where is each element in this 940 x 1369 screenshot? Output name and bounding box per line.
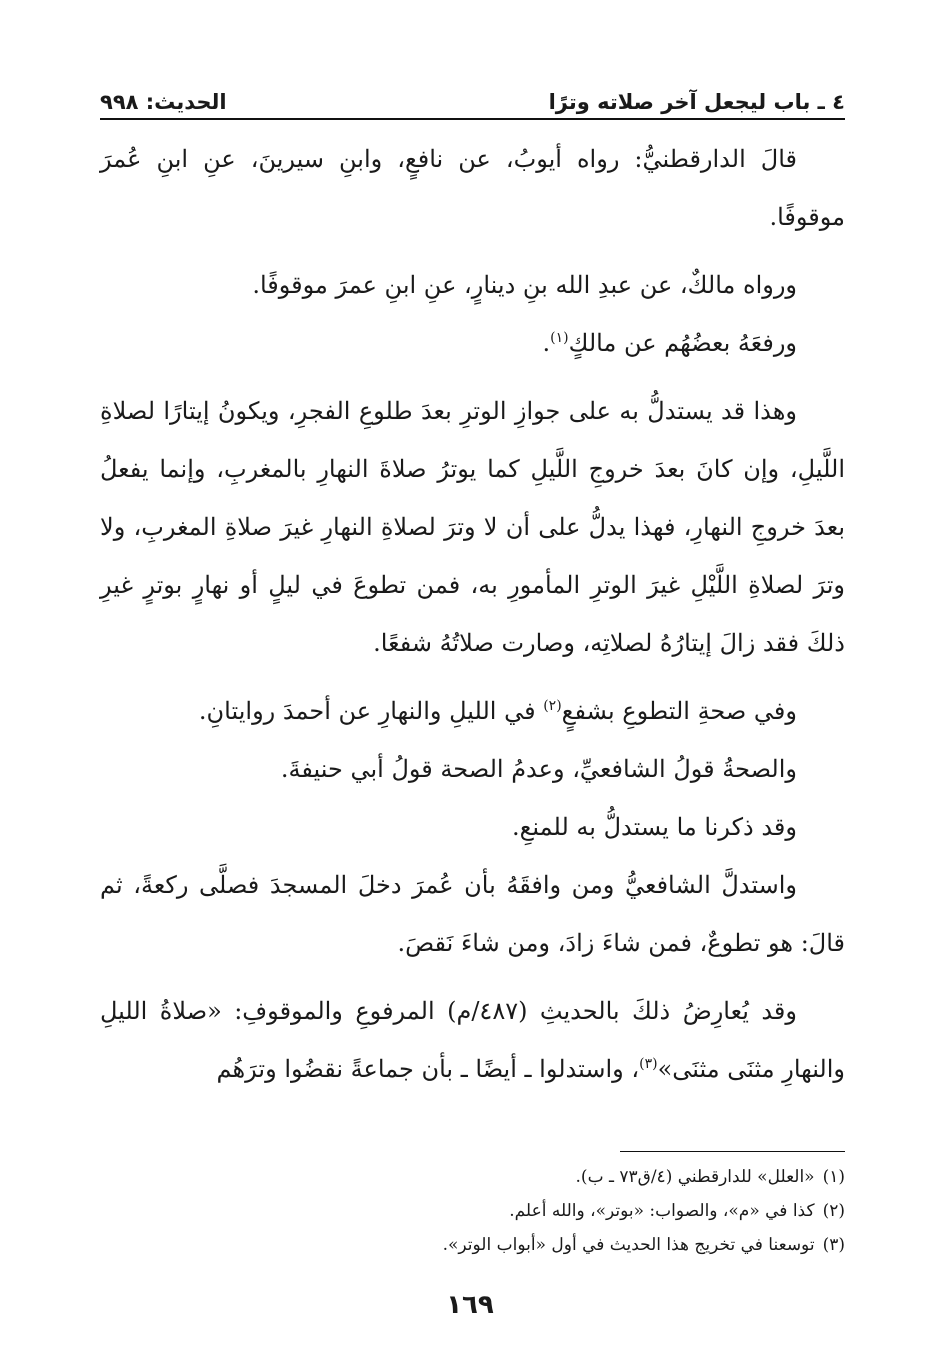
main-text — [100, 130, 845, 1098]
paragraph-text: وهذا قد يستدلُّ به على جوازِ الوترِ بعدَ طلوعِ الفجرِ، ويكونُ إيتارًا لصلاةِ اللَّيلِ، وإن كانَ بعدَ خروجِ اللَّيلِ كما يوترُ صلاةَ النهارِ بالمغربِ، وإنما يفعلُ بعدَ خروجِ النهارِ، فهذا يدلُّ على أن لا وترَ لصلاةِ النهارِ غيرَ صلاةِ المغربِ، ولا وترَ لصلاةِ اللَّيْلِ غيرَ الوترِ المأمورِ به، فمن تطوعَ في ليلٍ أو نهارٍ بوترٍ غيرِ ذلكَ فقد زالَ إيتارُهُ لصلاتِه، وصارت صلاتُهُ شفعًا. — [100, 397, 845, 657]
footnote-ref-2[interactable]: (٢) — [543, 698, 562, 714]
paragraph-4 — [100, 382, 845, 672]
hadith-number: الحديث: ٩٩٨ — [100, 90, 227, 114]
paragraph-2 — [100, 256, 845, 314]
page-number: ١٦٩ — [446, 1290, 494, 1320]
paragraph-text-tail: ، واستدلوا ـ أيضًا ـ بأن جماعةً نقضُوا وترَهُم — [216, 1055, 640, 1083]
footnote-1 — [100, 1160, 845, 1194]
paragraph-text: وقد ذكرنا ما يستدلُّ به للمنعِ. — [511, 813, 797, 841]
footnote-separator — [620, 1151, 845, 1152]
footnote-2 — [100, 1194, 845, 1228]
paragraph-text: ورفعَهُ بعضُهُم عن مالكٍ — [568, 329, 797, 357]
paragraph-text: وفي صحةِ التطوعِ بشفعٍ — [561, 697, 797, 725]
footnote-ref-3[interactable]: (٣) — [639, 1056, 658, 1072]
footnote-text: «العلل» للدارقطني (٤/ق٧٣ ـ ب). — [575, 1167, 815, 1187]
paragraph-text: وقد يُعارِضُ ذلكَ بالحديثِ (٤٨٧/م) المرفوعِ والموقوفِ: «صلاةُ الليلِ والنهارِ مثنَى مثنَى» — [100, 997, 845, 1083]
footnote-number: (٣) — [822, 1235, 845, 1255]
footnote-number: (٢) — [822, 1201, 845, 1221]
paragraph-text: والصحةُ قولُ الشافعيِّ، وعدمُ الصحة قولُ أبي حنيفةَ. — [280, 755, 797, 783]
paragraph-3 — [100, 314, 845, 372]
footnote-number: (١) — [822, 1167, 845, 1187]
paragraph-7 — [100, 798, 845, 856]
footnote-text: كذا في «م»، والصواب: «بوتر»، والله أعلم. — [509, 1201, 815, 1221]
paragraph-5 — [100, 682, 845, 740]
paragraph-6 — [100, 740, 845, 798]
paragraph-8 — [100, 856, 845, 972]
paragraph-text: قالَ الدارقطنيُّ: رواه أيوبُ، عن نافعٍ، وابنِ سيرينَ، عنِ ابنِ عُمرَ موقوفًا. — [100, 145, 845, 231]
paragraph-text: ورواه مالكٌ، عن عبدِ الله بنِ دينارٍ، عنِ ابنِ عمرَ موقوفًا. — [252, 271, 797, 299]
paragraph-9 — [100, 982, 845, 1098]
running-header — [100, 80, 845, 120]
footnotes — [100, 1160, 845, 1262]
footnote-ref-1[interactable]: (١) — [550, 330, 569, 346]
footnote-3 — [100, 1228, 845, 1262]
paragraph-text: واستدلَّ الشافعيُّ ومن وافقَهُ بأن عُمرَ دخلَ المسجدَ فصلَّى ركعةً، ثم قالَ: هو تطوعٌ، فمن شاءَ زادَ، ومن شاءَ نَقصَ. — [100, 871, 845, 957]
paragraph-1 — [100, 130, 845, 246]
paragraph-text-tail: . — [542, 329, 551, 357]
paragraph-text-tail: في الليلِ والنهارِ عن أحمدَ روايتانِ. — [198, 697, 544, 725]
chapter-title: ٤ ـ باب ليجعل آخر صلاته وترًا — [548, 90, 845, 114]
footnote-text: توسعنا في تخريج هذا الحديث في أول «أبواب الوتر». — [442, 1235, 815, 1255]
